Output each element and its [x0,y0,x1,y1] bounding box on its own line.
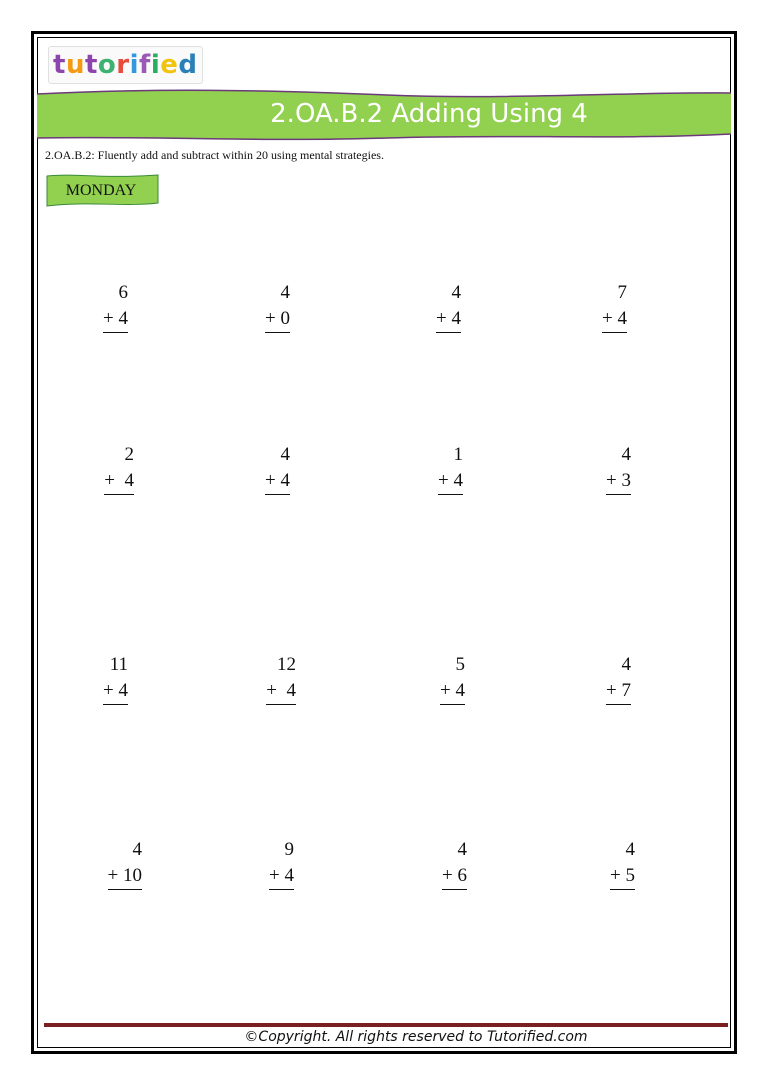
addition-problem [551,653,631,713]
addition-problem [48,653,128,713]
problem-addend-top: 9 [284,839,294,860]
problem-addend-bottom: + 4 [438,469,463,495]
addition-problem [54,443,134,503]
logo-letter: d [178,50,198,80]
addition-problem [48,281,128,341]
problem-addend-bottom: + 7 [606,679,631,705]
problem-addend-top: 4 [280,282,290,303]
problem-addend-top: 6 [118,282,128,303]
problem-addend-top: 7 [617,282,627,303]
problem-addend-top: 5 [455,654,465,675]
standard-description: 2.OA.B.2: Fluently add and subtract within 20 using mental strategies. [45,148,384,162]
problem-addend-top: 1 [453,444,463,465]
logo-letter: u [65,50,85,80]
addition-problem [381,281,461,341]
tutorified-logo [48,46,203,84]
addition-problem [210,443,290,503]
problem-addend-bottom: + 6 [442,864,467,890]
logo-letter: e [160,50,179,80]
logo-letter: t [84,50,98,80]
problem-addend-bottom: + 4 [269,864,294,890]
addition-problem [547,281,627,341]
problem-addend-bottom: + 4 [266,679,296,705]
problem-addend-top: 2 [124,444,134,465]
addition-problem [214,838,294,898]
addition-problem [62,838,142,898]
problem-addend-bottom: + 3 [606,469,631,495]
problem-addend-top: 4 [451,282,461,303]
addition-problem [551,443,631,503]
addition-problem [210,281,290,341]
problem-addend-top: 12 [277,654,296,675]
problem-addend-top: 4 [621,444,631,465]
problem-addend-bottom: + 4 [436,307,461,333]
day-badge [46,173,160,209]
problem-addend-bottom: + 4 [103,679,128,705]
day-label: MONDAY [65,182,137,199]
problem-addend-top: 11 [109,654,128,675]
problem-addend-top: 4 [132,839,142,860]
logo-letter: i [150,50,161,80]
problem-addend-top: 4 [457,839,467,860]
problem-addend-top: 4 [621,654,631,675]
problem-addend-bottom: + 4 [103,307,128,333]
logo-letter: i [129,50,140,80]
problem-addend-bottom: + 4 [440,679,465,705]
logo-letter: f [139,50,151,80]
problem-addend-top: 4 [280,444,290,465]
addition-problem [383,443,463,503]
title-banner [37,88,731,142]
logo-letter: o [97,50,117,80]
problem-addend-top: 4 [625,839,635,860]
problem-addend-bottom: + 4 [104,469,134,495]
problem-addend-bottom: + 10 [108,864,142,890]
problem-addend-bottom: + 4 [265,469,290,495]
problem-addend-bottom: + 4 [602,307,627,333]
logo-letter: t [53,50,66,80]
addition-problem [387,838,467,898]
addition-problem [555,838,635,898]
addition-problem [385,653,465,713]
addition-problem [216,653,296,713]
footer-rule [44,1023,728,1027]
problem-addend-bottom: + 0 [265,307,290,333]
copyright-footer: ©Copyright. All rights reserved to Tutorified.com [244,1029,588,1045]
problem-addend-bottom: + 5 [610,864,635,890]
worksheet-title: 2.OA.B.2 Adding Using 4 [270,99,588,129]
logo-letter: r [116,50,130,80]
